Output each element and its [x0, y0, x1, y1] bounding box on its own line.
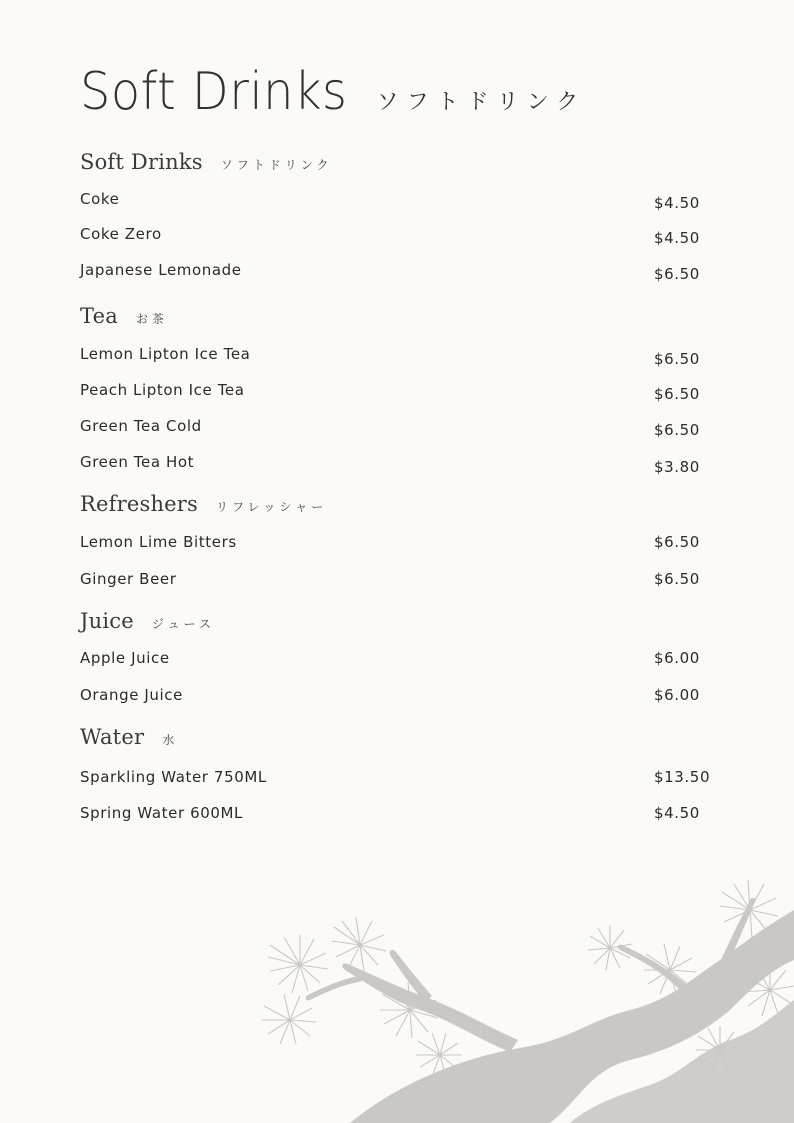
menu-item-price: $4.50	[654, 229, 700, 247]
menu-item-price: $6.00	[654, 649, 700, 667]
menu-item-price: $6.50	[654, 350, 700, 368]
section-title-japanese: お茶	[135, 312, 168, 326]
menu-item-price: $13.50	[654, 768, 711, 786]
page-title	[80, 62, 586, 122]
section-title-japanese: ソフトドリンク	[220, 158, 333, 172]
section-heading-juice	[80, 609, 215, 633]
section-heading-refreshers	[80, 492, 327, 516]
menu-item-name: Spring Water 600ML	[80, 804, 244, 822]
menu-item-price: $6.50	[654, 385, 700, 403]
section-title-japanese: ジュース	[151, 617, 216, 631]
menu-item-name: Green Tea Hot	[80, 453, 195, 471]
menu-item-name: Lemon Lipton Ice Tea	[80, 345, 251, 363]
menu-item-name: Coke Zero	[80, 225, 162, 243]
menu-item-name: Lemon Lime Bitters	[80, 533, 237, 551]
menu-item-name: Green Tea Cold	[80, 417, 202, 435]
menu-item-price: $6.50	[654, 570, 700, 588]
section-heading-tea	[80, 304, 168, 328]
menu-item-price: $6.00	[654, 686, 700, 704]
pine-tree-branch-icon	[250, 870, 794, 1123]
menu-item-name: Coke	[80, 190, 120, 208]
menu-item-name: Sparkling Water 750ML	[80, 768, 267, 786]
section-title: Soft Drinks	[80, 150, 203, 174]
section-heading-soft-drinks	[80, 150, 333, 174]
menu-item-price: $6.50	[654, 421, 700, 439]
page-title-japanese: ソフトドリンク	[376, 90, 587, 115]
menu-item-price: $6.50	[654, 533, 700, 551]
section-title: Juice	[80, 609, 134, 633]
section-heading-water	[80, 725, 178, 749]
menu-item-name: Japanese Lemonade	[80, 261, 242, 279]
menu-item-name: Ginger Beer	[80, 570, 177, 588]
page-title-english: Soft Drinks	[80, 62, 348, 122]
menu-item-price: $4.50	[654, 194, 700, 212]
menu-item-price: $6.50	[654, 265, 700, 283]
section-title: Refreshers	[80, 492, 199, 516]
menu-item-name: Peach Lipton Ice Tea	[80, 381, 245, 399]
section-title-japanese: 水	[162, 733, 179, 747]
menu-item-price: $4.50	[654, 804, 700, 822]
menu-item-name: Orange Juice	[80, 686, 183, 704]
section-title: Tea	[80, 304, 118, 328]
section-title-japanese: リフレッシャー	[216, 500, 328, 514]
section-title: Water	[80, 725, 145, 749]
menu-item-name: Apple Juice	[80, 649, 170, 667]
menu-item-price: $3.80	[654, 458, 700, 476]
